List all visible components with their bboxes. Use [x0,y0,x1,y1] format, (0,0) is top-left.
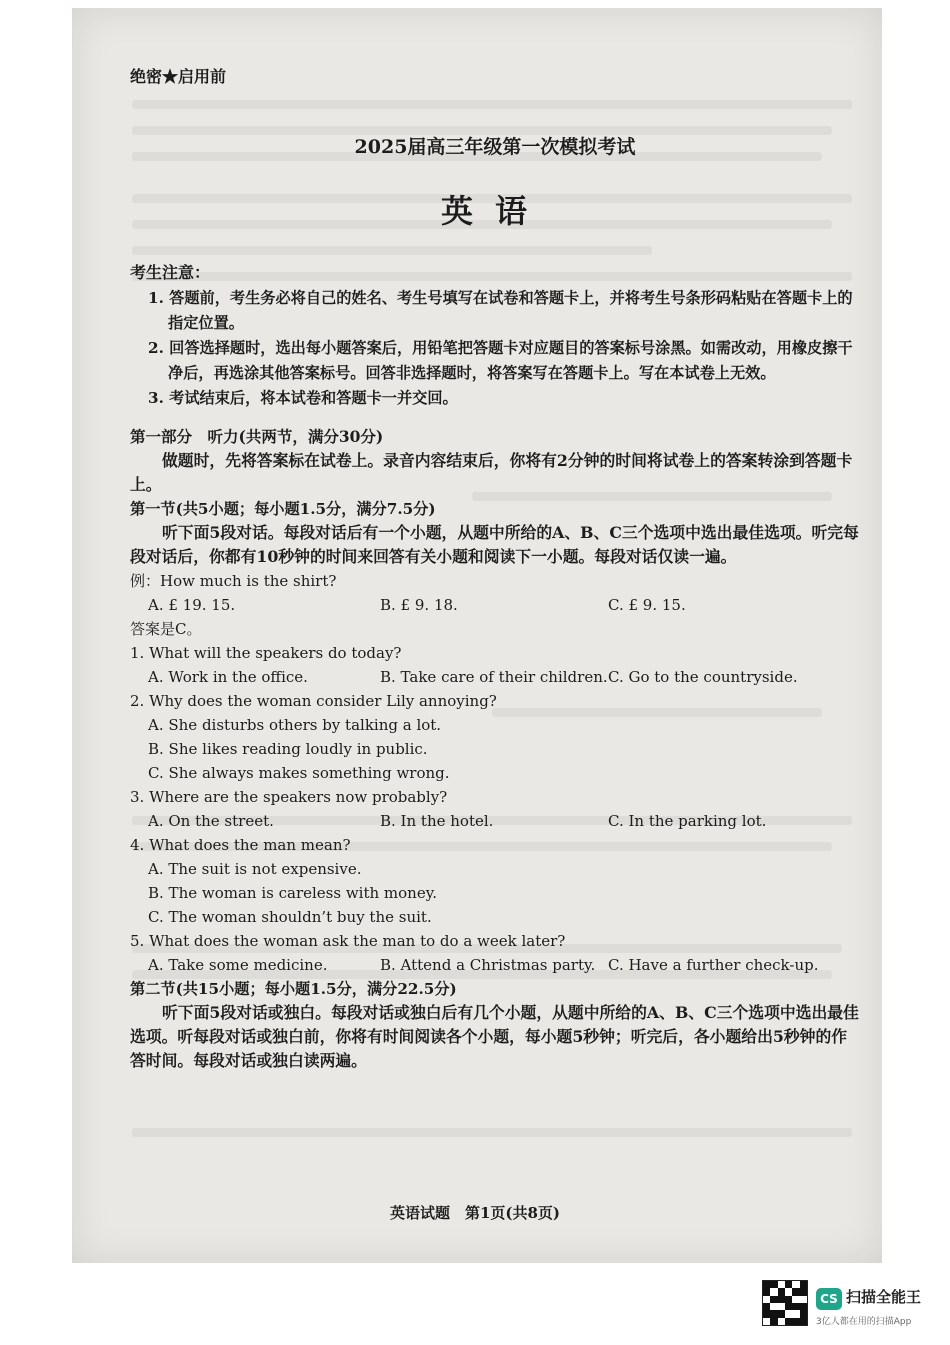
example-options [130,593,860,617]
question-options [130,809,860,833]
question-options [130,953,860,977]
brand-tagline: 3亿人都在用的扫描App [816,1317,912,1327]
question: 1. What will the speakers do today? [130,644,402,662]
option: B. Take care of their children. [380,668,608,686]
notice-item: 3. 考试结束后，将本试卷和答题卡一并交回。 [148,389,458,407]
question: 4. What does the man mean? [130,836,351,854]
confidential-label: 绝密★启用前 [130,67,227,86]
option: B. She likes reading loudly in public. [148,740,428,758]
notice-item: 1. 答题前，考生务必将自己的姓名、考生号填写在试卷和答题卡上，并将考生号条形码粘贴在答题卡上的指定位置。 [148,289,853,332]
option: C. She always makes something wrong. [148,764,450,782]
qr-code-icon [762,1280,808,1326]
page-footer: 英语试题 第1页(共8页) [389,1204,561,1222]
example-question: 例：How much is the shirt? [130,572,337,590]
option: A. She disturbs others by talking a lot. [148,716,442,734]
part-instruction: 做题时，先将答案标在试卷上。录音内容结束后，你将有2分钟的时间将试卷上的答案转涂到答题卡上。 [130,451,853,494]
question: 5. What does the woman ask the man to do a week later? [130,932,566,950]
option: B. £ 9. 18. [380,596,458,614]
option: B. The woman is careless with money. [148,884,437,902]
section-title: 第二节(共15小题；每小题1.5分，满分22.5分) [130,980,457,998]
question-options [130,665,860,689]
option: B. In the hotel. [380,812,494,830]
section-title: 第一节(共5小题；每小题1.5分，满分7.5分) [130,500,436,518]
option: C. Go to the countryside. [608,668,798,686]
exam-title: 2025届高三年级第一次模拟考试 [354,136,636,158]
subject-title: 英语 [440,192,549,230]
part-title: 第一部分 听力(共两节，满分30分) [130,427,384,446]
question: 2. Why does the woman consider Lily annoying? [130,692,497,710]
option: A. On the street. [148,812,274,830]
bleed-through-line [132,1128,852,1137]
option: A. Work in the office. [148,668,308,686]
option: A. The suit is not expensive. [148,860,362,878]
notices-title: 考生注意： [130,263,211,282]
section-instruction: 听下面5段对话或独白。每段对话或独白后有几个小题，从题中所给的A、B、C三个选项中选出最佳选项。听每段对话或独白前，你将有时间阅读各个小题，每小题5秒钟；听完后，各小题给出5秒钟的作答时间。每段对话或独白读两遍。 [130,1003,859,1070]
question: 3. Where are the speakers now probably? [130,788,448,806]
option: C. Have a further check-up. [608,956,819,974]
cs-logo-icon: CS [816,1288,842,1310]
option: C. The woman shouldn’t buy the suit. [148,908,432,926]
brand-name: 扫描全能王 [846,1288,922,1306]
option: B. Attend a Christmas party. [380,956,596,974]
example-answer: 答案是C。 [130,620,202,638]
scanner-watermark [762,1280,942,1340]
option: C. In the parking lot. [608,812,767,830]
option: A. Take some medicine. [148,956,328,974]
option: C. £ 9. 15. [608,596,686,614]
notice-item: 2. 回答选择题时，选出每小题答案后，用铅笔把答题卡对应题目的答案标号涂黑。如需改动，用橡皮擦干净后，再选涂其他答案标号。回答非选择题时，将答案写在答题卡上。写在本试卷上无效。 [148,339,853,382]
option: A. £ 19. 15. [148,596,236,614]
section-instruction: 听下面5段对话。每段对话后有一个小题，从题中所给的A、B、C三个选项中选出最佳选项。听完每段对话后，你都有10秒钟的时间来回答有关小题和阅读下一小题。每段对话仅读一遍。 [130,523,859,566]
exam-content [130,64,860,1073]
